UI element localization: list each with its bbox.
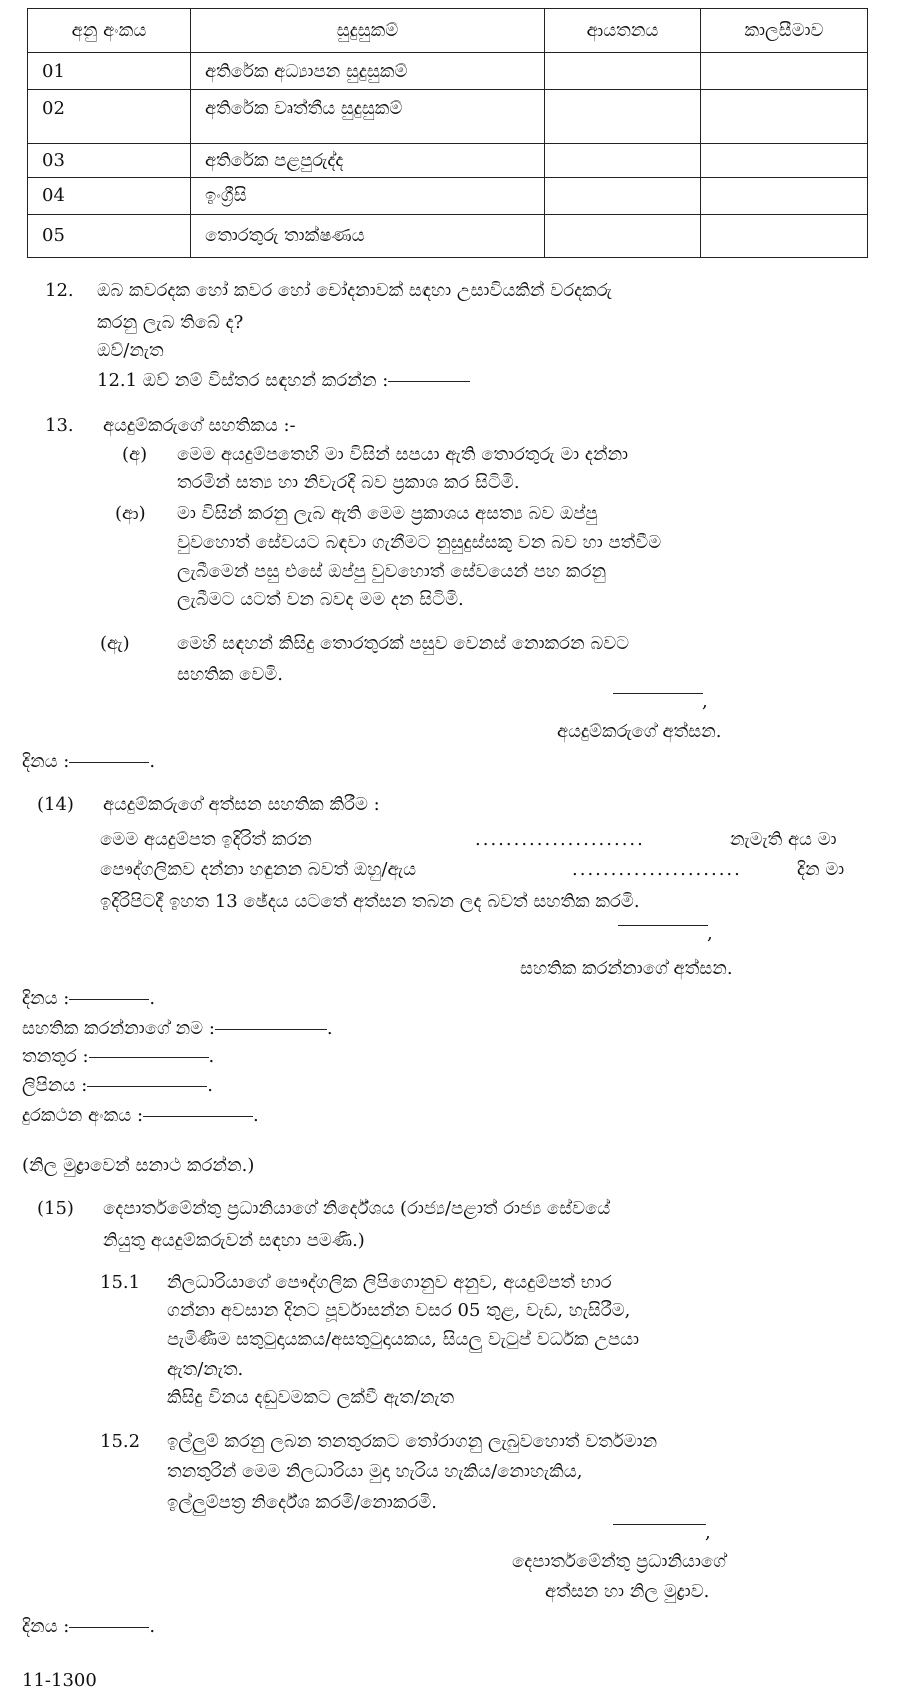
date-label: දිනය : — [22, 751, 70, 772]
date-field-3: දිනය : . — [22, 1616, 156, 1637]
header-qualifications: සුදුසුකම් — [191, 9, 545, 53]
row-serial: 04 — [28, 177, 191, 214]
q14-title: අයදුම්කරුගේ අත්සන සහතික කිරීම : — [103, 794, 380, 815]
q15-2-line1: ඉල්ලුම් කරනු ලබන තනතුරකට තෝරාගනු ලැබුවහොත් වර්තමාන — [167, 1431, 658, 1452]
q12-text-line2: කරනු ලැබ තිබේ ද? — [97, 312, 244, 333]
q15-1-line1: නිලධාරියාගේ පෞද්ගලික ලිපිගොනුව අනුව, අයදුම්පත් භාර — [167, 1272, 612, 1293]
certifier-signature-line[interactable] — [618, 925, 708, 926]
header-duration: කාලසීමාව — [701, 9, 868, 53]
applicant-signature-label: අයදුම්කරුගේ අත්සන. — [557, 721, 722, 742]
q13-a-line1: මෙම අයදුම්පතෙහි මා විසින් සපයා ඇති තොරතුරු මා දන්නා — [177, 444, 629, 465]
table-row — [28, 214, 868, 257]
row-institution-cell[interactable] — [545, 177, 701, 214]
q14-line1b: නැමැති අය මා — [730, 829, 837, 850]
date-input-2[interactable] — [69, 999, 149, 1000]
q14-line3: ඉදිරිපිටදී ඉහත 13 ඡේදය යටතේ අත්සන තබන ලද බවත් සහතික කරමි. — [100, 891, 640, 912]
q13-aa-line2: වුවහොත් සේවයට බඳවා ගැනීමට නුසුදුස්සකු වන බව හා පත්වීම — [177, 532, 662, 553]
row-institution-cell[interactable] — [545, 90, 701, 143]
q12-text-line1: ඔබ කවරදක හෝ කවර හෝ චෝදනාවක් සඳහා උසාවියකින් වරදකරු — [97, 280, 612, 301]
date-input-3[interactable] — [69, 1627, 149, 1628]
q15-title-line1: දෙපාර්තමේන්තු ප්‍රධානියාගේ නිර්දේශය (රාජ්‍ය/පළාත් රාජ්‍ය සේවයේ — [103, 1198, 611, 1219]
q15-2-line2: තනතුරින් මෙම නිලධාරියා මුදා හැරිය හැකිය/නොහැකිය, — [167, 1461, 583, 1482]
table-row — [28, 143, 868, 177]
q13-aa-line4: ලැබීමට යටත් වන බවද මම දන සිටිමි. — [177, 589, 464, 610]
q14-name-dots[interactable]: ...................... — [475, 829, 645, 850]
q14-line1a: මෙම අයදුම්පත ඉදිරිත් කරන — [100, 829, 312, 850]
q15-1-line3: පැමිණීම සතුටුදායකය/අසතුටුදායකය, සියලු වැටුප් වර්ධක උපයා — [167, 1329, 640, 1350]
certifier-phone-field: දුරකථන අංකය : . — [22, 1105, 259, 1126]
date-input-1[interactable] — [69, 762, 149, 763]
q12-sub-label: 12.1 ඔව් නම් විස්තර සඳහන් කරන්න : — [97, 370, 389, 391]
row-duration-cell[interactable] — [701, 177, 868, 214]
qualifications-table — [27, 8, 868, 258]
q13-number: 13. — [45, 415, 74, 436]
certifier-signature-label: සහතික කරන්නාගේ අත්සන. — [520, 958, 733, 979]
header-institution: ආයතනය — [545, 9, 701, 53]
row-qualification: අතිරේක පළපුරුද්ද — [191, 143, 545, 177]
seal-note: (නිල මුද්‍රාවෙන් සනාථ කරන්න.) — [22, 1155, 255, 1176]
certifier-position-field: තනතුර : . — [22, 1046, 215, 1067]
certifier-position-label: තනතුර : — [22, 1046, 89, 1067]
q12-details-field[interactable] — [388, 381, 470, 382]
q14-number: (14) — [37, 794, 74, 815]
certifier-name-field: සහතික කරන්නාගේ නම : . — [22, 1018, 333, 1039]
q13-ae-label: (ඇ) — [100, 633, 130, 654]
row-institution-cell[interactable] — [545, 143, 701, 177]
row-qualification: අතිරේක වෘත්තීය සුදුසුකම් — [191, 90, 545, 143]
row-serial: 05 — [28, 214, 191, 257]
row-serial: 01 — [28, 53, 191, 90]
header-serial: අනු අංකය — [28, 9, 191, 53]
certifier-name-input[interactable] — [215, 1029, 327, 1030]
q15-1-number: 15.1 — [100, 1272, 141, 1293]
row-institution-cell[interactable] — [545, 53, 701, 90]
q15-1-line4: ඇත/නැත. — [167, 1359, 244, 1380]
q13-a-label: (අ) — [122, 444, 148, 465]
applicant-signature-line[interactable] — [613, 693, 703, 694]
q14-date-dots[interactable]: ...................... — [572, 859, 742, 880]
q13-aa-line3: ලැබීමෙන් පසු එසේ ඔප්පු වුවහොත් සේවයෙන් පහ කරනු — [177, 561, 606, 582]
certifier-phone-input[interactable] — [143, 1116, 253, 1117]
q15-title-line2: නියුතු අයදුම්කරුවන් සඳහා පමණි.) — [103, 1230, 365, 1251]
row-qualification: ඉංග්‍රීසි — [191, 177, 545, 214]
q13-ae-line1: මෙහි සඳහන් කිසිදු තොරතුරක් පසුව වෙනස් නොකරන බවට — [177, 633, 630, 654]
date-field-1: දිනය : . — [22, 751, 156, 772]
row-duration-cell[interactable] — [701, 214, 868, 257]
row-qualification: තොරතුරු තාක්ෂණය — [191, 214, 545, 257]
q14-line2b: දින මා — [797, 859, 845, 880]
row-serial: 02 — [28, 90, 191, 143]
row-duration-cell[interactable] — [701, 143, 868, 177]
q13-a-line2: තරමින් සත්‍ය හා නිවැරදි බව ප්‍රකාශ කර සිටිමි. — [177, 472, 520, 493]
q15-1-line2: ගන්නා අවසාන දිනට පූර්වාසන්න වසර 05 තුළ, වැඩ, හැසිරීම, — [167, 1300, 631, 1321]
certifier-address-field: ලිපිනය : . — [22, 1075, 213, 1096]
q14-line2a: පෞද්ගලිකව දන්නා හඳුනන බවත් ඔහු/ඇය — [100, 859, 417, 880]
q12-number: 12. — [45, 280, 74, 301]
date-label: දිනය : — [22, 1616, 70, 1637]
certifier-address-input[interactable] — [87, 1086, 207, 1087]
row-duration-cell[interactable] — [701, 53, 868, 90]
row-institution-cell[interactable] — [545, 214, 701, 257]
certifier-position-input[interactable] — [89, 1057, 209, 1058]
q15-2-line3: ඉල්ලුම්පත්‍ර නිර්දේශ කරමි/නොකරමි. — [167, 1492, 437, 1513]
row-serial: 03 — [28, 143, 191, 177]
table-header-row — [28, 9, 868, 53]
q15-2-number: 15.2 — [100, 1431, 141, 1452]
table-row — [28, 53, 868, 90]
q15-1-line5: කිසිදු විනය දඬුවමකට ලක්වී ඇත/නැත — [167, 1387, 455, 1408]
head-signature-label-line2: අත්සන හා නිල මුද්‍රාව. — [545, 1581, 710, 1602]
date-label: දිනය : — [22, 988, 70, 1009]
row-duration-cell[interactable] — [701, 90, 868, 143]
q15-number: (15) — [37, 1198, 74, 1219]
table-row — [28, 90, 868, 143]
form-page: අනු අංකය සුදුසුකම් ආයතනය කාලසීමාව 01 අතිරේක අධ්‍යාපන සුදුසුකම් 02 අතිරේක වෘත්තීය සුදුසුකම් 03 අතිරේක පළපුරුද්ද 04 ඉංග්‍රීසි 05 තොරතුරු තාක්ෂණය 12. ඔබ කවරදක හෝ කවර හෝ චෝදනාවක් සඳහා උසාවියකින් වරදකරු කරනු ලැබ තිබේ ද? ඔව්/නැත 12.1 ඔව් නම් විස්තර සඳහන් කරන්න : 13. අයදුම්කරුගේ සහතිකය :- (අ) මෙම අයදුම්පතෙහි මා විසින් සපයා ඇති තොරතුරු මා දන්නා තරමින් සත්‍ය හා නිවැරදි බව ප්‍රකාශ කර සිටිමි. (ආ) මා විසින් කරනු ලැබ ඇති මෙම ප්‍රකාශය අසත්‍ය බව ඔප්පු වුවහොත් සේවයට බඳවා ගැනීමට නුසුදුස්සකු වන බව හා පත්වීම ලැබීමෙන් පසු එසේ ඔප්පු වුවහොත් සේවයෙන් පහ කරනු ලැබීමට යටත් වන බවද මම දන සිටිමි. (ඇ) මෙහි සඳහන් කිසිදු තොරතුරක් පසුව වෙනස් නොකරන බවට සහතික වෙමි. , අයදුම්කරුගේ අත්සන. දිනය : . (14) අයදුම්කරුගේ අත්සන සහතික කිරීම : මෙම අයදුම්පත ඉදිරිත් කරන ...................... නැමැති අය මා පෞද්ගලිකව දන්නා හඳුනන බවත් ඔහු/ඇය ...................... දින මා ඉදිරිපිටදී ඉහත 13 ඡේදය යටතේ අත්සන තබන ලද බවත් සහතික කරමි. , සහතික කරන්නාගේ අත්සන. දිනය : . සහතික කරන්නාගේ නම : . තනතුර : . ලිපිනය : . දුරකථන අංකය : . (නිල මුද්‍රාවෙන් සනාථ කරන්න.) (15) දෙපාර්තමේන්තු ප්‍රධානියාගේ නිර්දේශය (රාජ්‍ය/පළාත් රාජ්‍ය සේවයේ නියුතු අයදුම්කරුවන් සඳහා පමණි.) 15.1 නිලධාරියාගේ පෞද්ගලික ලිපිගොනුව අනුව, අයදුම්පත් භාර ගන්නා අවසාන දිනට පූර්වාසන්න වසර 05 තුළ, වැඩ, හැසිරීම, පැමිණීම සතුටුදායකය/අසතුටුදායකය, සියලු වැටුප් වර්ධක උපයා ඇත/නැත. කිසිදු විනය දඬුවමකට ලක්වී ඇත/නැත 15.2 ඉල්ලුම් කරනු ලබන තනතුරකට තෝරාගනු ලැබුවහොත් වර්තමාන තනතුරින් මෙම නිලධාරියා මුදා හැරිය හැකිය/නොහැකිය, ඉල්ලුම්පත්‍ර නිර්දේශ කරමි/නොකරමි. , දෙපාර්තමේන්තු ප්‍රධානියාගේ අත්සන හා නිල මුද්‍රාව. දිනය : . 11-1300 — [0, 0, 900, 1686]
date-field-2: දිනය : . — [22, 988, 156, 1009]
table-row — [28, 177, 868, 214]
q13-aa-line1: මා විසින් කරනු ලැබ ඇති මෙම ප්‍රකාශය අසත්‍ය බව ඔප්පු — [177, 503, 598, 524]
q12-answer-options[interactable]: ඔව්/නැත — [97, 340, 164, 361]
q13-title: අයදුම්කරුගේ සහතිකය :- — [103, 415, 296, 436]
certifier-phone-label: දුරකථන අංකය : — [22, 1105, 144, 1126]
certifier-name-label: සහතික කරන්නාගේ නම : — [22, 1018, 215, 1039]
footer-code: 11-1300 — [22, 1670, 97, 1691]
head-signature-label-line1: දෙපාර්තමේන්තු ප්‍රධානියාගේ — [512, 1551, 727, 1572]
q12-sub-question — [97, 372, 470, 390]
certifier-address-label: ලිපිනය : — [22, 1075, 88, 1096]
head-signature-line[interactable] — [613, 1524, 706, 1525]
q13-ae-line2: සහතික වෙමි. — [177, 664, 283, 685]
row-qualification: අතිරේක අධ්‍යාපන සුදුසුකම් — [191, 53, 545, 90]
q13-aa-label: (ආ) — [115, 503, 146, 524]
